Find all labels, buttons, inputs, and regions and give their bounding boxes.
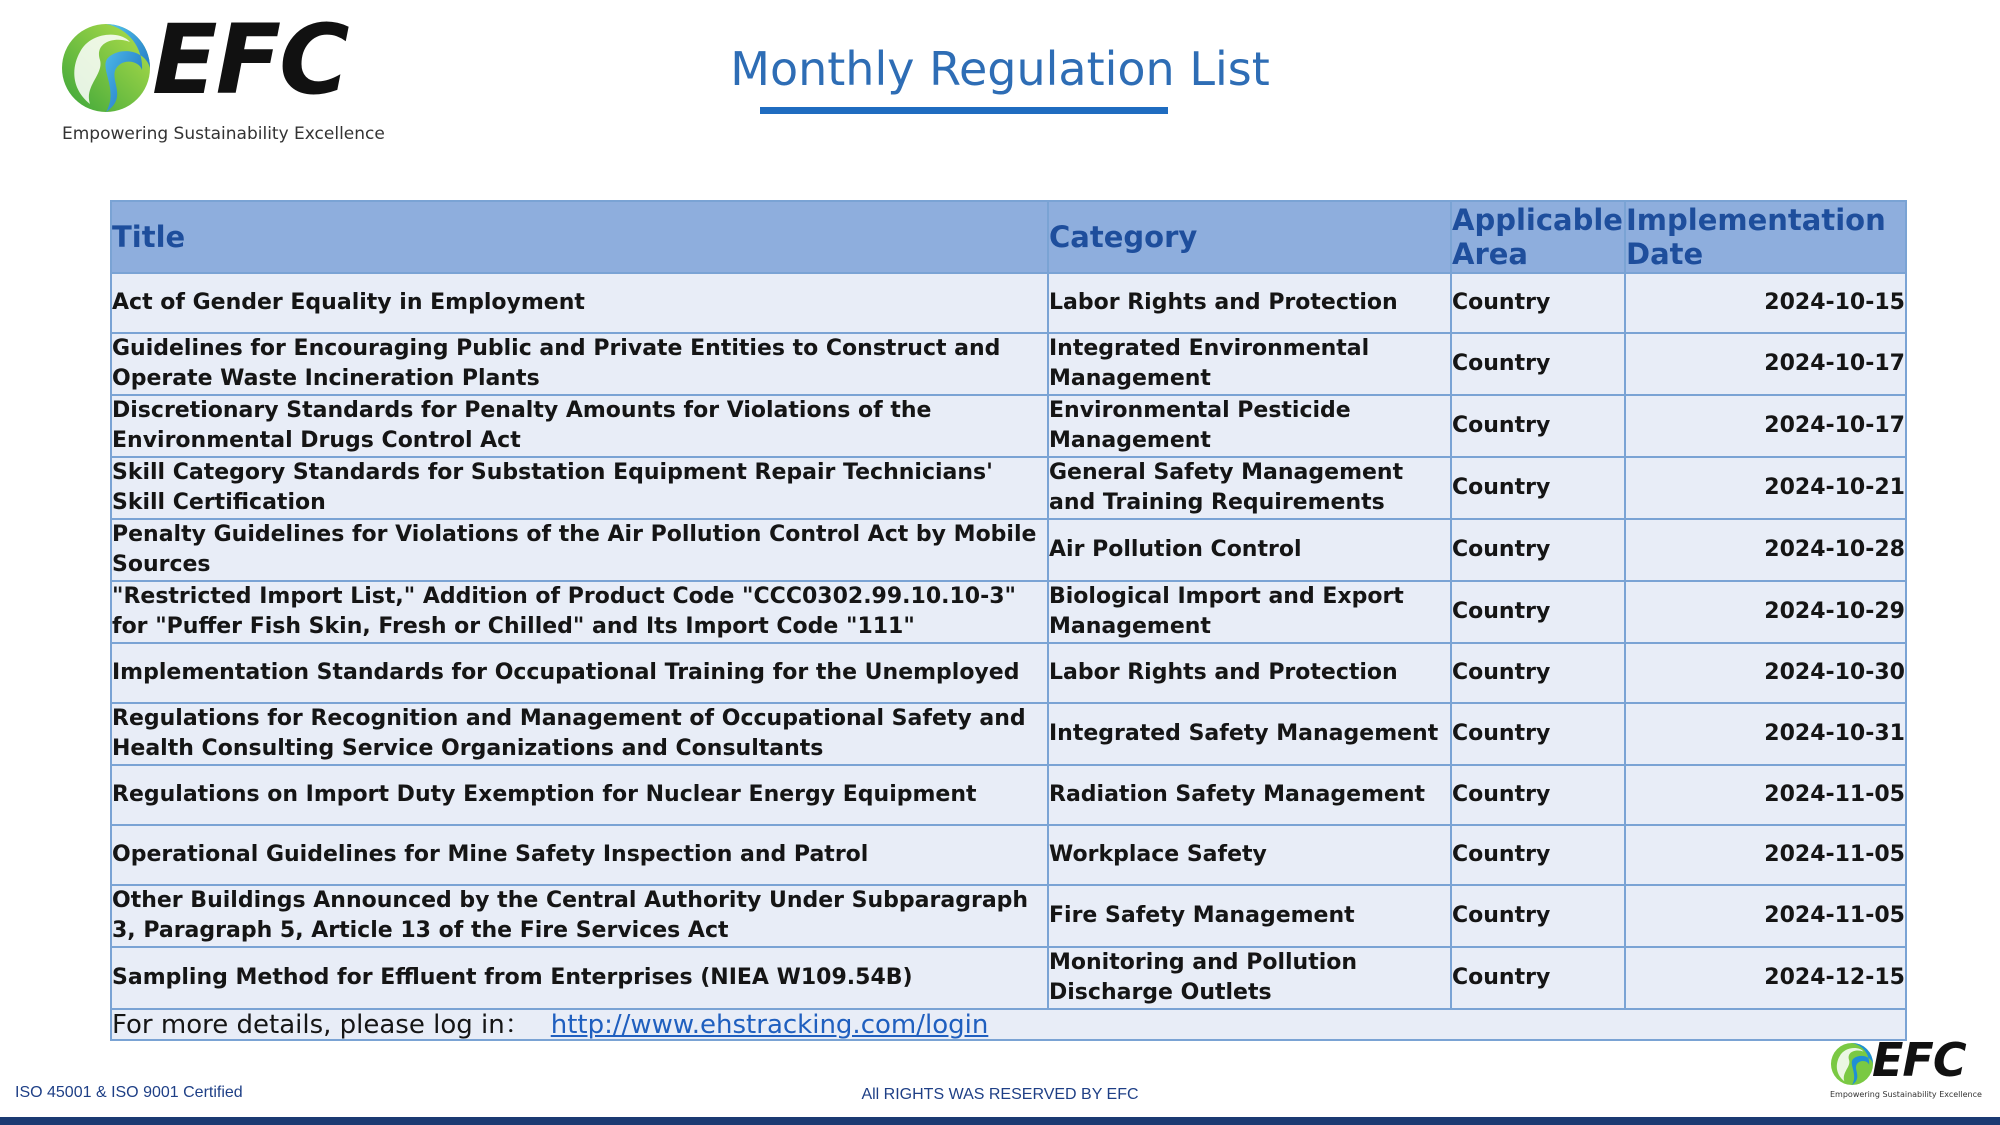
row-date: 2024-12-15 [1625, 947, 1906, 1009]
row-title: Regulations for Recognition and Management of Occupational Safety and Health Consulting Service Organizations and Consultants [111, 703, 1048, 765]
row-category: Integrated Safety Management [1048, 703, 1451, 765]
row-date: 2024-10-29 [1625, 581, 1906, 643]
row-area: Country [1451, 333, 1625, 395]
login-link[interactable]: http://www.ehstracking.com/login [550, 1009, 989, 1040]
regulation-table [110, 200, 1907, 1041]
table-row [111, 333, 1906, 395]
row-title: Implementation Standards for Occupational Training for the Unemployed [111, 643, 1048, 703]
table-header-row [111, 201, 1906, 273]
row-date: 2024-10-17 [1625, 333, 1906, 395]
logo-wordmark: EFC [152, 4, 348, 116]
row-area: Country [1451, 947, 1625, 1009]
certification-text: ISO 45001 & ISO 9001 Certified [15, 1084, 243, 1101]
row-area: Country [1451, 395, 1625, 457]
table-row [111, 885, 1906, 947]
row-area: Country [1451, 273, 1625, 333]
table-row [111, 947, 1906, 1009]
row-category: Environmental Pesticide Management [1048, 395, 1451, 457]
row-date: 2024-11-05 [1625, 765, 1906, 825]
logo-small-wordmark: EFC [1872, 1033, 1966, 1087]
row-category: Labor Rights and Protection [1048, 643, 1451, 703]
row-date: 2024-11-05 [1625, 825, 1906, 885]
row-title: Guidelines for Encouraging Public and Private Entities to Construct and Operate Waste Incineration Plants [111, 333, 1048, 395]
row-area: Country [1451, 519, 1625, 581]
table-row [111, 643, 1906, 703]
row-date: 2024-10-31 [1625, 703, 1906, 765]
row-category: Monitoring and Pollution Discharge Outlets [1048, 947, 1451, 1009]
table-row [111, 703, 1906, 765]
efc-logo-small [1830, 1033, 1990, 1104]
header-applicable-area: Applicable Area [1451, 201, 1625, 273]
row-category: Biological Import and Export Management [1048, 581, 1451, 643]
row-date: 2024-10-21 [1625, 457, 1906, 519]
login-note [111, 1009, 1906, 1040]
row-title: Regulations on Import Duty Exemption for Nuclear Energy Equipment [111, 765, 1048, 825]
row-area: Country [1451, 825, 1625, 885]
row-area: Country [1451, 643, 1625, 703]
logo-small-tagline: Empowering Sustainability Excellence [1830, 1090, 1982, 1099]
header-title: Title [111, 201, 1048, 273]
row-date: 2024-10-15 [1625, 273, 1906, 333]
header-category: Category [1048, 201, 1451, 273]
row-title: Discretionary Standards for Penalty Amounts for Violations of the Environmental Drugs Control Act [111, 395, 1048, 457]
table-row [111, 273, 1906, 333]
row-area: Country [1451, 457, 1625, 519]
table-row [111, 457, 1906, 519]
row-category: Fire Safety Management [1048, 885, 1451, 947]
row-category: Integrated Environmental Management [1048, 333, 1451, 395]
row-title: Other Buildings Announced by the Central Authority Under Subparagraph 3, Paragraph 5, Article 13 of the Fire Services Act [111, 885, 1048, 947]
row-category: Air Pollution Control [1048, 519, 1451, 581]
row-date: 2024-10-30 [1625, 643, 1906, 703]
bottom-bar [0, 1117, 2000, 1125]
row-area: Country [1451, 703, 1625, 765]
row-date: 2024-10-28 [1625, 519, 1906, 581]
row-category: Workplace Safety [1048, 825, 1451, 885]
table-row [111, 765, 1906, 825]
table-row [111, 581, 1906, 643]
table-row [111, 519, 1906, 581]
page-title: Monthly Regulation List [730, 42, 1270, 96]
header-implementation-date: Implementation Date [1625, 201, 1906, 273]
row-title: Skill Category Standards for Substation Equipment Repair Technicians' Skill Certification [111, 457, 1048, 519]
rights-text: All RIGHTS WAS RESERVED BY EFC [861, 1086, 1139, 1103]
login-note-text: For more details, please log in： [112, 1009, 531, 1040]
row-title: Penalty Guidelines for Violations of the Air Pollution Control Act by Mobile Sources [111, 519, 1048, 581]
logo-tagline: Empowering Sustainability Excellence [62, 124, 385, 144]
row-date: 2024-11-05 [1625, 885, 1906, 947]
row-area: Country [1451, 765, 1625, 825]
title-underline [760, 107, 1168, 114]
row-title: "Restricted Import List," Addition of Product Code "CCC0302.99.10.10-3" for "Puffer Fish Skin, Fresh or Chilled" and Its Import Code "111" [111, 581, 1048, 643]
row-area: Country [1451, 581, 1625, 643]
row-title: Act of Gender Equality in Employment [111, 273, 1048, 333]
row-category: Labor Rights and Protection [1048, 273, 1451, 333]
efc-swoosh-small-icon [1830, 1042, 1874, 1086]
row-category: Radiation Safety Management [1048, 765, 1451, 825]
table-row [111, 395, 1906, 457]
row-area: Country [1451, 885, 1625, 947]
row-title: Operational Guidelines for Mine Safety Inspection and Patrol [111, 825, 1048, 885]
row-title: Sampling Method for Effluent from Enterprises (NIEA W109.54B) [111, 947, 1048, 1009]
row-category: General Safety Management and Training Requirements [1048, 457, 1451, 519]
row-date: 2024-10-17 [1625, 395, 1906, 457]
table-footer-row [111, 1009, 1906, 1040]
table-row [111, 825, 1906, 885]
